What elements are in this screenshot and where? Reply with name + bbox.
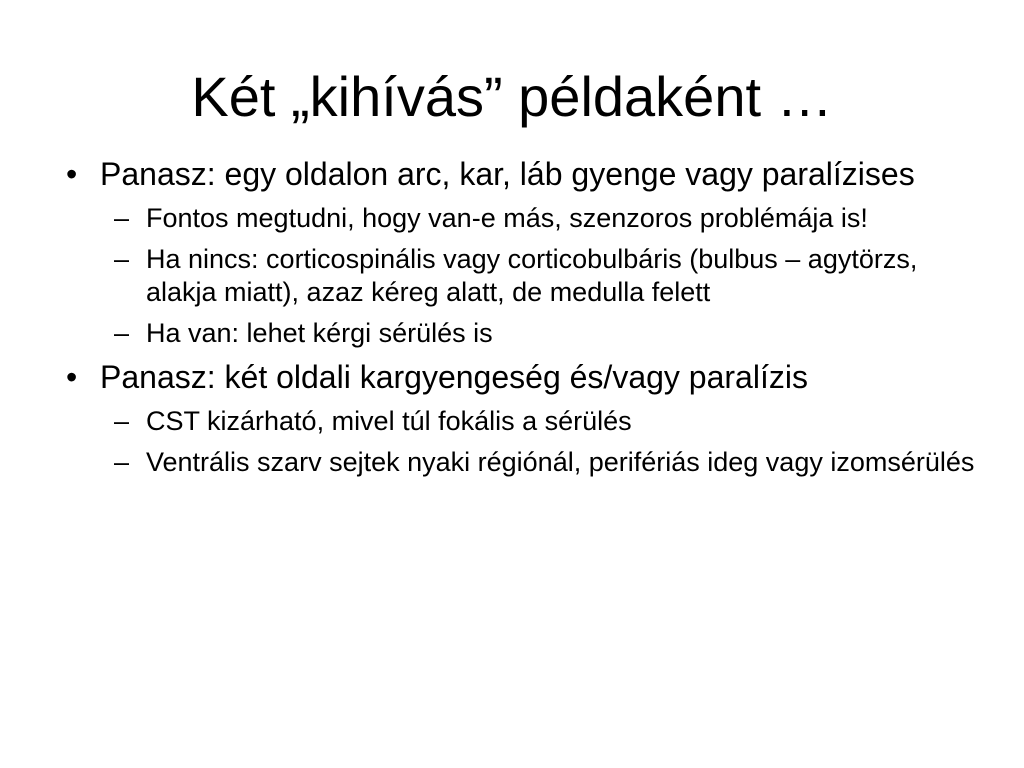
- sub-bullet-text: CST kizárható, mivel túl fokális a sérülés: [146, 406, 632, 436]
- sub-bullet-item: [62, 243, 982, 309]
- sub-bullet-text: Ha van: lehet kérgi sérülés is: [146, 318, 493, 348]
- sub-bullet-item: [62, 405, 982, 438]
- bullet-item: [62, 358, 982, 397]
- bullet-text: Panasz: egy oldalon arc, kar, láb gyenge vagy paralízises: [100, 156, 915, 192]
- sub-bullet-text: Ventrális szarv sejtek nyaki régiónál, perifériás ideg vagy izomsérülés: [146, 447, 975, 477]
- sub-bullet-marker: –: [114, 203, 130, 233]
- sub-bullet-text: Ha nincs: corticospinális vagy corticobulbáris (bulbus – agytörzs, alakja miatt), azaz kéreg alatt, de medulla felett: [146, 244, 918, 307]
- bullet-marker: •: [66, 359, 78, 395]
- slide-title: Két „kihívás” példaként …: [191, 65, 833, 128]
- sub-bullet-item: [62, 446, 982, 479]
- sub-bullet-list: [62, 405, 982, 479]
- sub-bullet-item: [62, 317, 982, 350]
- sub-bullet-list: [62, 202, 982, 350]
- sub-bullet-marker: –: [114, 244, 130, 274]
- bullet-item: [62, 155, 982, 194]
- slide-content: [62, 155, 982, 487]
- sub-bullet-marker: –: [114, 447, 130, 477]
- sub-bullet-text: Fontos megtudni, hogy van-e más, szenzoros problémája is!: [146, 203, 868, 233]
- bullet-marker: •: [66, 156, 78, 192]
- sub-bullet-item: [62, 202, 982, 235]
- bullet-text: Panasz: két oldali kargyengeség és/vagy paralízis: [100, 359, 808, 395]
- sub-bullet-marker: –: [114, 406, 130, 436]
- sub-bullet-marker: –: [114, 318, 130, 348]
